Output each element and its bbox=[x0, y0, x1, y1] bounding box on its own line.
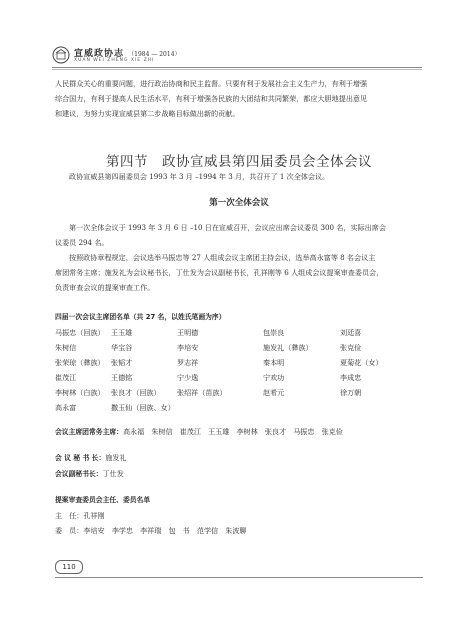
presidium-member: 王明德 bbox=[177, 328, 199, 337]
deputy-secretary-label: 会议副秘书长： bbox=[55, 470, 103, 478]
members-label: 委 员： bbox=[55, 526, 84, 535]
presidium-member: 徐万朝 bbox=[340, 388, 362, 397]
presidium-title: 四届一次会议主席团名单（共 27 名，以姓氏笔画为序） bbox=[55, 313, 226, 321]
presidium-member: 赵希元 bbox=[263, 388, 285, 397]
book-title-pinyin: XUAN WEI ZHENG XIE ZHI bbox=[74, 58, 155, 63]
presidium-member: 宁少逸 bbox=[177, 373, 199, 382]
intro-line: 和建议，为努力实现宣威县第二步战略目标做出新的贡献。 bbox=[55, 109, 240, 118]
standing-chairs-label: 会议主席团常务主席： bbox=[55, 428, 123, 436]
presidium-member bbox=[340, 400, 410, 415]
intro-line: 综合国力，有利于提高人民生活水平，有利于增强各民族的大团结和共同繁荣，都应大胆地提出意见 bbox=[55, 94, 368, 103]
meeting-line: 按照政协章程规定，会议选举马振忠等 27 人组成会议主席团主持会议，选举高永富等 8 名会议主 bbox=[69, 253, 376, 262]
presidium-member: 秦本明 bbox=[263, 358, 285, 367]
presidium-member: 张克俭 bbox=[340, 343, 362, 352]
page-header bbox=[0, 0, 475, 72]
footer-rule bbox=[55, 577, 423, 578]
director-label: 主 任： bbox=[55, 511, 84, 520]
presidium-member: 高永富 bbox=[55, 403, 77, 412]
presidium-member: 李成忠 bbox=[340, 373, 362, 382]
director-name: 孔祥刚 bbox=[83, 511, 105, 520]
deputy-secretary-name: 丁仕发 bbox=[102, 469, 124, 478]
presidium-member: 张韬才 bbox=[111, 358, 133, 367]
members-names: 李培安 李学忠 李祥瑞 包 书 范学信 朱波聊 bbox=[83, 526, 247, 535]
presidium-member: 王玉雄 bbox=[111, 328, 133, 337]
presidium-member: 李培安 bbox=[177, 343, 199, 352]
proposal-director bbox=[55, 508, 423, 523]
section-title: 第四节 政协宣威县第四届委员会全体会议 bbox=[106, 154, 372, 170]
secretary-general-name: 施发礼 bbox=[105, 453, 127, 462]
proposal-committee bbox=[55, 493, 423, 538]
presidium-member: 夏菊花（女） bbox=[340, 358, 383, 367]
presidium-member: 宁欢功 bbox=[263, 373, 285, 382]
proposal-committee-title: 提案审查委员会主任、委员名单 bbox=[55, 496, 151, 504]
presidium-member: 张绍祥（苗族） bbox=[177, 388, 227, 397]
presidium-member: 李树林（白族） bbox=[55, 388, 105, 397]
page-number: 110 bbox=[55, 560, 83, 574]
presidium-member: 崔茂江 bbox=[55, 373, 77, 382]
presidium-member: 华宝谷 bbox=[111, 343, 133, 352]
section-intro: 政协宣威县第四届委员会 1993 年 3 月 –1994 年 3 月，共召开了 1 次全体会议。 bbox=[69, 172, 330, 181]
header-rule-thin bbox=[52, 69, 422, 70]
presidium-member: 施发礼（彝族） bbox=[263, 343, 313, 352]
secretary-general-label: 会 议 秘 书 长： bbox=[55, 454, 106, 462]
presidium-member: 马振忠（回族） bbox=[55, 328, 105, 337]
presidium-member: 张良才（回族） bbox=[111, 388, 161, 397]
intro-line: 人民群众关心的重要问题，进行政治协商和民主监督。只要有利于发展社会主义生产力，有利于增强 bbox=[55, 79, 368, 88]
presidium-names bbox=[55, 325, 423, 415]
intro-paragraph bbox=[55, 76, 423, 121]
subsection-title: 第一次全体会议 bbox=[209, 198, 269, 208]
presidium-member: 张荣琼（彝族） bbox=[55, 358, 105, 367]
meeting-line: 负责审查会议的提案审查工作。 bbox=[55, 283, 155, 292]
header-rule bbox=[52, 67, 422, 68]
presidium-list bbox=[55, 310, 423, 415]
meeting-line: 席团常务主席；施发礼为会议秘书长，丁仕发为会议副秘书长，孔祥刚等 6 人组成会议提案审查委员会， bbox=[55, 268, 384, 277]
presidium-member: 包崇良 bbox=[263, 328, 285, 337]
meeting-line: 议委员 294 名。 bbox=[55, 238, 109, 247]
presidium-member: 罗志祥 bbox=[177, 358, 199, 367]
meeting-paragraphs bbox=[55, 220, 423, 295]
presidium-member: 王德铭 bbox=[111, 373, 133, 382]
presidium-member: 刘廷喜 bbox=[340, 328, 362, 337]
meeting-line: 第一次全体会议于 1993 年 3 月 6 日 –10 日在宣威召开，会议应出席会议委员 300 名，实际出席会 bbox=[69, 223, 386, 232]
emblem-icon bbox=[52, 46, 70, 64]
deputy-secretary bbox=[55, 466, 423, 482]
standing-chairs bbox=[55, 424, 423, 440]
presidium-member: 撒玉仙（回族、女） bbox=[111, 403, 175, 412]
secretary-general bbox=[55, 450, 423, 466]
standing-chairs-names: 高永福 朱树信 崔茂江 王玉雄 李树林 张良才 马振忠 张克俭 bbox=[122, 427, 343, 436]
presidium-member bbox=[177, 400, 263, 415]
book-years: （1984 — 2014） bbox=[128, 51, 181, 58]
presidium-member bbox=[263, 400, 340, 415]
book-title: 宣威政协志 （1984 — 2014） bbox=[74, 49, 181, 59]
presidium-member: 朱树信 bbox=[55, 343, 77, 352]
proposal-members bbox=[55, 523, 423, 538]
